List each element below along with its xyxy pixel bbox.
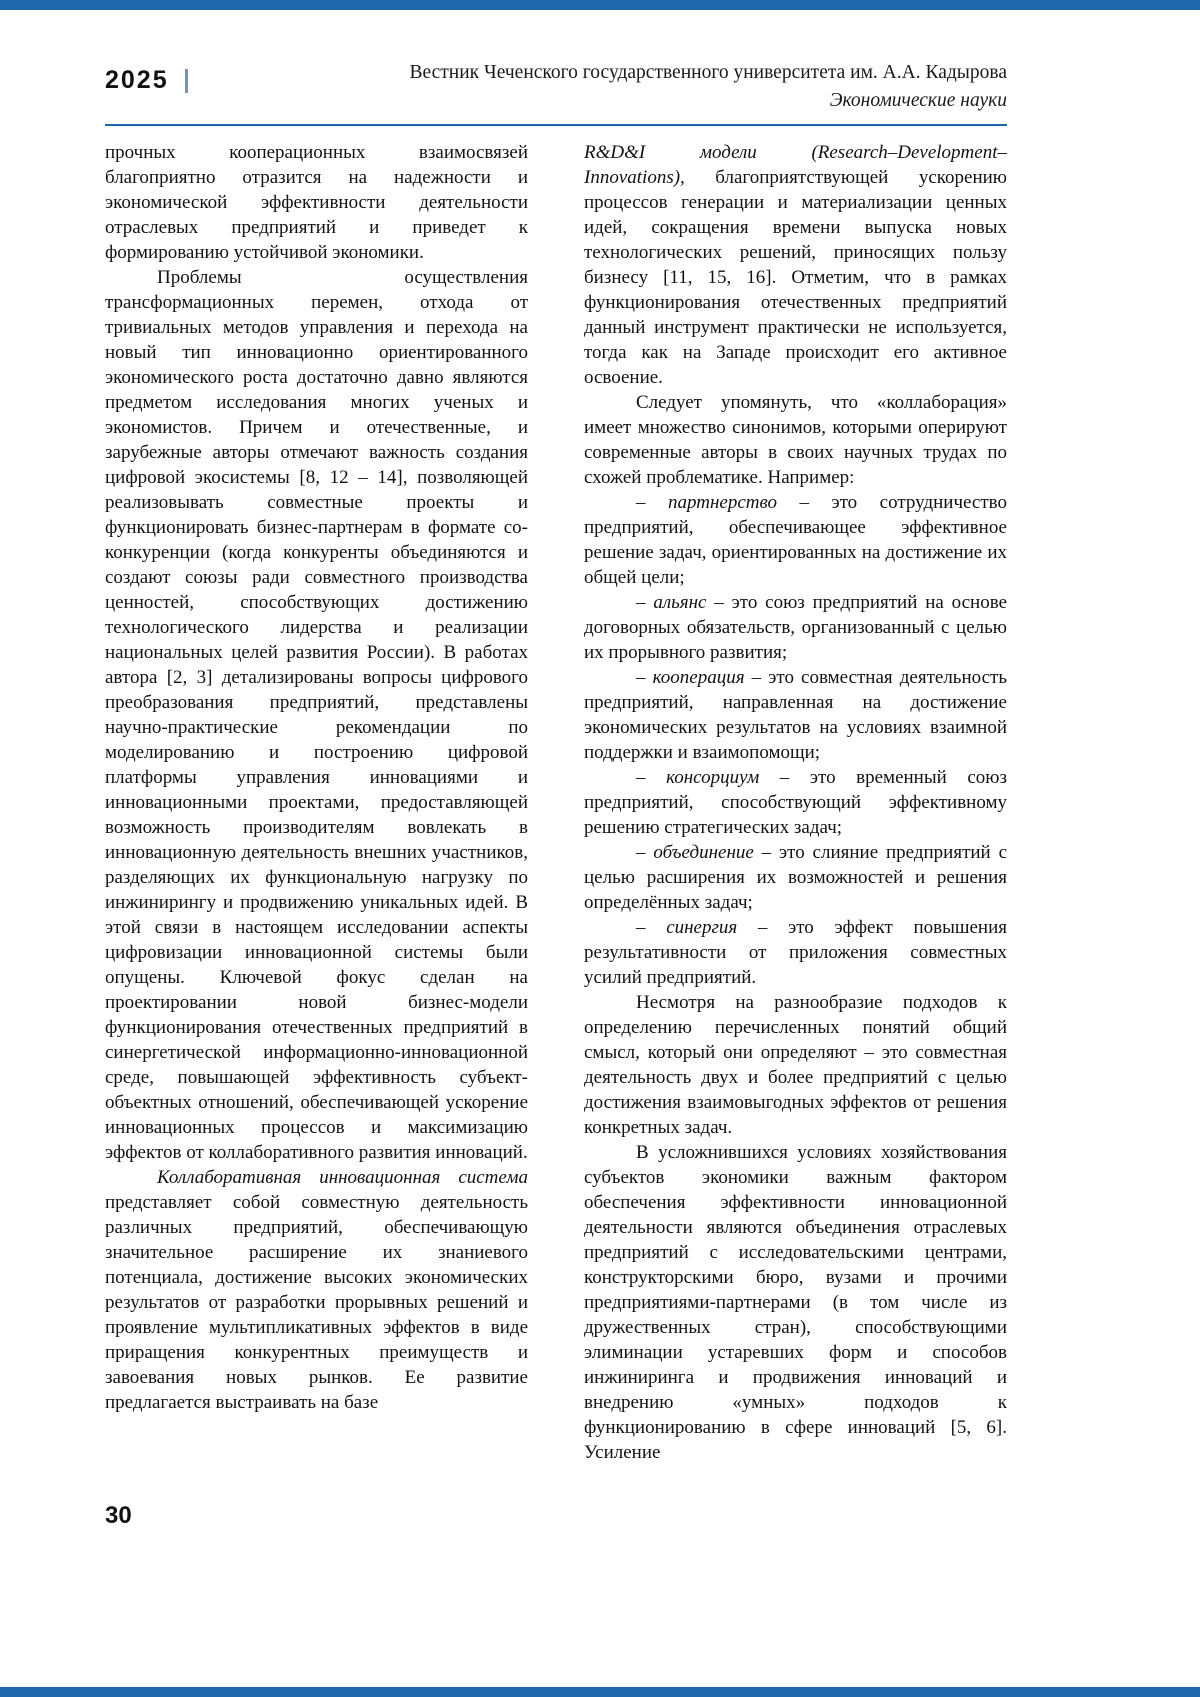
header-year-block — [105, 60, 188, 95]
text-run: консорциум — [666, 767, 760, 788]
paragraph — [105, 140, 528, 265]
paragraph — [584, 915, 1007, 990]
paragraph — [584, 990, 1007, 1140]
text-run: альянс — [653, 592, 707, 613]
text-run: Следует упомянуть, что «коллаборация» имеет множество синонимов, которыми оперируют современные авторы в своих научных трудах по схожей проблематике. Например: — [584, 392, 1007, 488]
header-separator-bar — [185, 69, 188, 93]
journal-heading — [409, 60, 1007, 115]
paragraph — [584, 140, 1007, 390]
text-run: – это слияние предприятий с целью расширения их возможностей и решения определённых задач; — [584, 842, 1007, 913]
text-run: партнерство — [668, 492, 777, 513]
text-run: Коллаборативная инновационная система — [157, 1167, 528, 1188]
text-run: прочных кооперационных взаимосвязей благоприятно отразится на надежности и экономической эффективности деятельности отраслевых предприятий и приведет к формированию устойчивой экономики. — [105, 142, 528, 263]
paragraph — [105, 1165, 528, 1415]
page-header — [105, 60, 1007, 115]
text-run: В усложнившихся условиях хозяйствования субъектов экономики важным фактором обеспечения эффективности инновационной деятельности являются объединения отраслевых предприятий с исследовательскими центрами, конструкторскими бюро, вузами и прочими предприятиями-партнерами (в том числе из дружественных стран), способствующими элиминации устаревших форм и способов инжиниринга и продвижения инноваций и внедрению «умных» подходов к функционированию в сфере инноваций [5, 6]. Усиление — [584, 1142, 1007, 1463]
page-number: 30 — [105, 1502, 132, 1529]
text-run: благоприятствующей ускорению процессов генерации и материализации ценных идей, сокращения времени выпуска новых технологических решений, приносящих пользу бизнесу [11, 15, 16]. Отметим, что в рамках функционирования отечественных предприятий данный инструмент практически не используется, тогда как на Западе происходит его активное освоение. — [584, 167, 1007, 388]
article-body — [105, 140, 1007, 1465]
text-run: – это сотрудничество предприятий, обеспечивающее эффективное решение задач, ориентированных на достижение их общей цели; — [584, 492, 1007, 588]
text-run: Несмотря на разнообразие подходов к определению перечисленных понятий общий смысл, который они определяют – это совместная деятельность двух и более предприятий с целью достижения взаимовыгодных эффектов от решения конкретных задач. — [584, 992, 1007, 1138]
text-run: – это временный союз предприятий, способствующий эффективному решению стратегических задач; — [584, 767, 1007, 838]
paragraph — [584, 840, 1007, 915]
text-run: – — [636, 667, 653, 688]
paragraph — [584, 765, 1007, 840]
paragraph — [105, 265, 528, 1165]
bottom-accent-bar — [0, 1687, 1200, 1697]
paragraph — [584, 665, 1007, 765]
top-accent-bar — [0, 0, 1200, 10]
left-column — [105, 140, 528, 1465]
paragraph — [584, 490, 1007, 590]
journal-title: Вестник Чеченского государственного университета им. А.А. Кадырова — [409, 62, 1007, 83]
text-run: – это эффект повышения результативности от приложения совместных усилий предприятий. — [584, 917, 1007, 988]
header-year: 2025 — [105, 66, 169, 94]
text-run: – — [636, 842, 654, 863]
text-run: – — [636, 767, 667, 788]
text-run: кооперация — [652, 667, 745, 688]
text-run: представляет собой совместную деятельность различных предприятий, обеспечивающую значительное расширение их знаниевого потенциала, достижение высоких экономических результатов от разработки прорывных решений и проявление мультипликативных эффектов в виде приращения конкурентных преимуществ и завоевания новых рынков. Ее развитие предлагается выстраивать на базе — [105, 1192, 528, 1413]
text-run: – — [636, 592, 654, 613]
text-run: синергия — [666, 917, 738, 938]
text-run: – это союз предприятий на основе договорных обязательств, организованный с целью их прорывного развития; — [584, 592, 1008, 663]
text-run: объединение — [653, 842, 754, 863]
journal-section: Экономические науки — [829, 90, 1007, 112]
paragraph — [584, 390, 1007, 490]
right-column — [584, 140, 1007, 1465]
paragraph — [584, 590, 1007, 665]
text-run: – это совместная деятельность предприятий, направленная на достижение экономических результатов на условиях взаимной поддержки и взаимопомощи; — [584, 667, 1008, 763]
paragraph — [584, 1140, 1007, 1465]
header-rule — [105, 124, 1007, 126]
text-run: R&D&I модели (Research–Development–Innovations), — [584, 142, 1007, 188]
text-run: – — [636, 917, 667, 938]
text-run: Проблемы осуществления трансформационных перемен, отхода от тривиальных методов управления и перехода на новый тип инновационно ориентированного экономического роста достаточно давно являются предметом исследования многих ученых и экономистов. Причем и отечественные, и зарубежные авторы отмечают важность создания цифровой экосистемы [8, 12 – 14], позволяющей реализовывать совместные проекты и функционировать бизнес-партнерам в формате со-конкуренции (когда конкуренты объединяются и создают союзы ради совместного производства ценностей, способствующих достижению технологического лидерства и реализации национальных целей развития России). В работах автора [2, 3] детализированы вопросы цифрового преобразования предприятий, представлены научно-практические рекомендации по моделированию и построению цифровой платформы управления инновациями и инновационными проектами, предоставляющей возможность производителям вовлекать в инновационную деятельность внешних участников, разделяющих их функциональную нагрузку по инжинирингу и продвижению уникальных идей. В этой связи в настоящем исследовании аспекты цифровизации инновационной системы были опущены. Ключевой фокус сделан на проектировании новой бизнес-модели функционирования отечественных предприятий в синергетической информационно-инновационной среде, повышающей эффективность субъект-объектных отношений, обеспечивающей ускорение инновационных процессов и максимизацию эффектов от коллаборативного развития инноваций. — [105, 267, 528, 1163]
text-run: – — [636, 492, 668, 513]
